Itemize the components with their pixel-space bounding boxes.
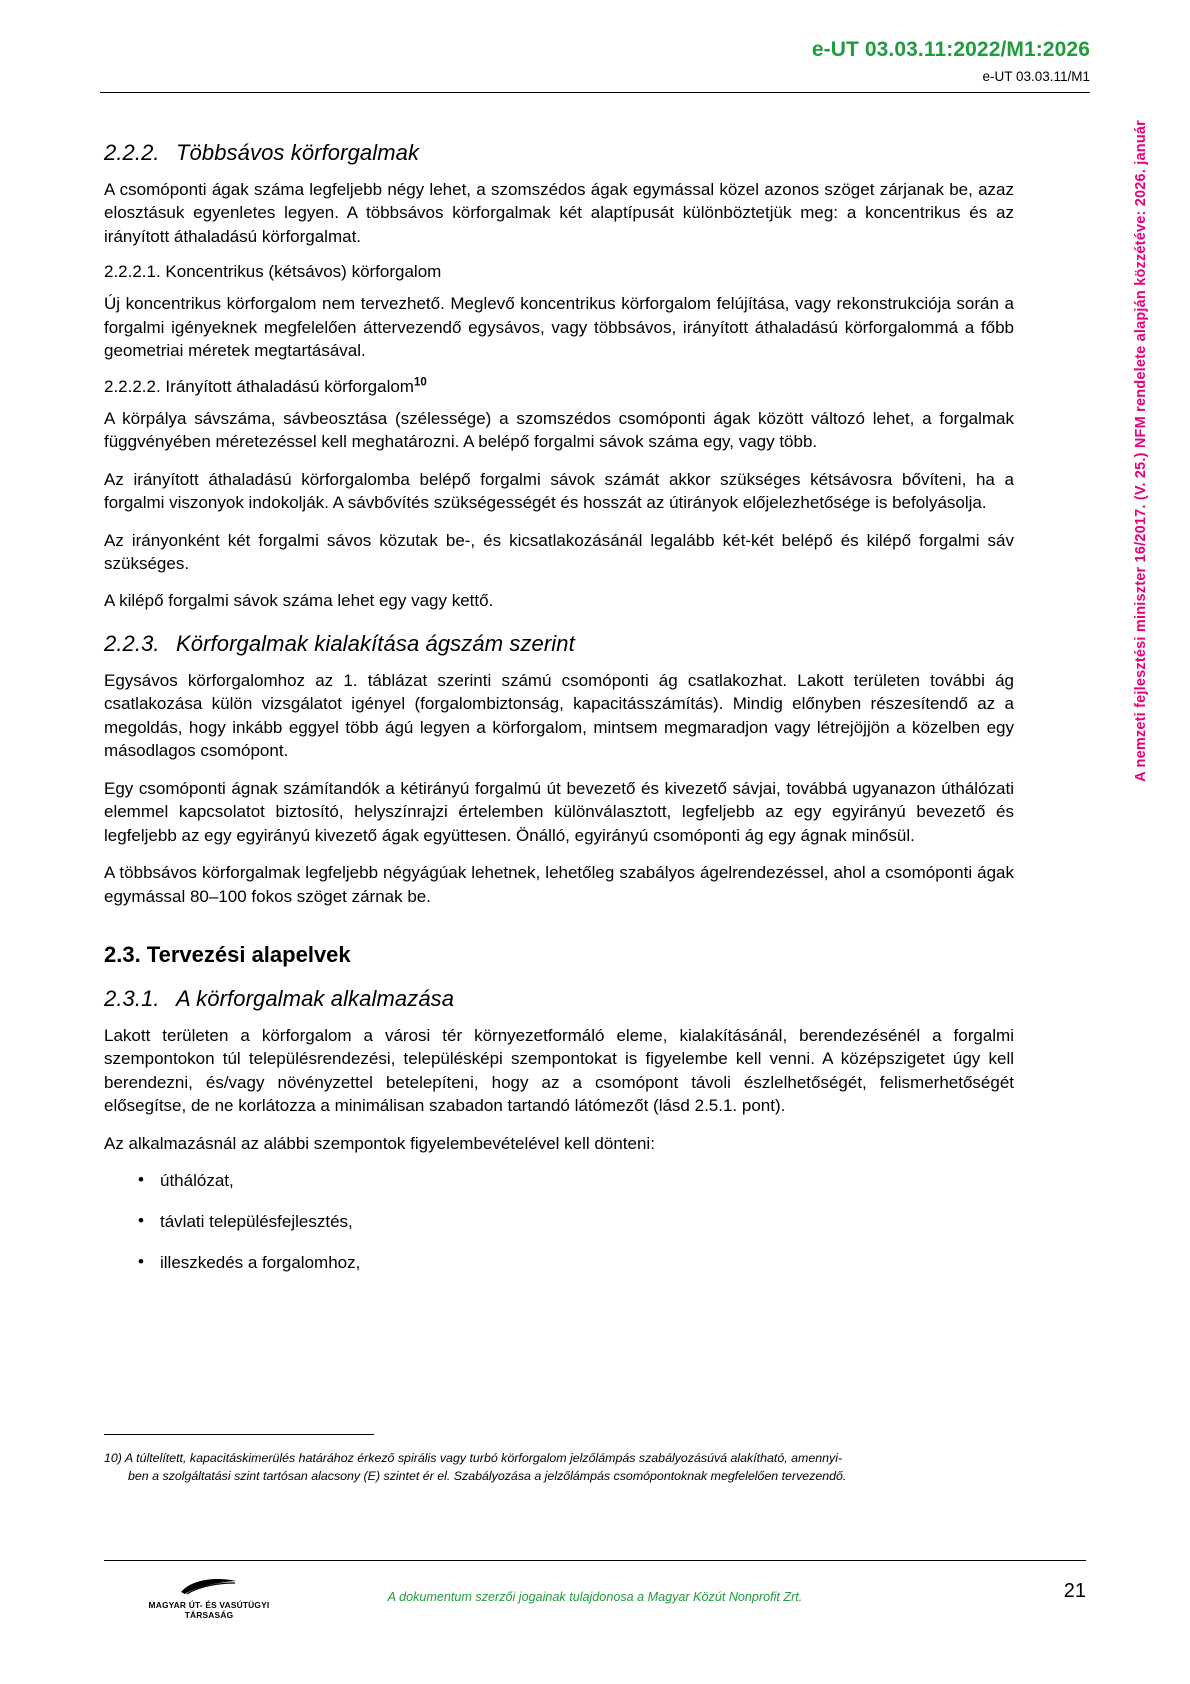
heading-2-2-3-title: Körforgalmak kialakítása ágszám szerint [176, 630, 575, 656]
heading-2-2-2 [104, 140, 1014, 166]
footnote-divider [104, 1434, 374, 1435]
footer-divider [104, 1560, 1086, 1561]
page-number: 21 [1063, 1580, 1086, 1602]
footnote-line-2: ben a szolgáltatási szint tartósan alacsony (E) szintet ér el. Szabályozása a jelzőlámpás csomópontoknak megfelelően tervezendő. [128, 1468, 847, 1483]
heading-2-3-1 [104, 986, 1014, 1012]
footnote [104, 1450, 1012, 1486]
heading-2-2-3-number: 2.2.3. [104, 630, 160, 656]
list-item: • távlati településfejlesztés, [138, 1210, 1014, 1234]
document-body [104, 122, 1014, 1292]
organization-name: MAGYAR ÚT- ÉS VASÚTÜGYI TÁRSASÁG [148, 1600, 270, 1620]
heading-2-3-1-number: 2.3.1. [104, 985, 160, 1011]
paragraph-2-2-2-2-b: Az irányított áthaladású körforgalomba belépő forgalmi sávok számát akkor szükséges kétsávosra bővíteni, ha a forgalmi viszonyok indokolják. A sávbővítés szükségességét és hosszát az útirányok előjelezhetősége is befolyásolja. [104, 469, 1014, 513]
heading-2-2-2-2 [104, 377, 1014, 397]
paragraph-2-3-1-b: Az alkalmazásnál az alábbi szempontok figyelembevételével kell dönteni: [104, 1133, 655, 1153]
paragraph-2-3-1-a: Lakott területen a körforgalom a városi tér környezetformáló eleme, kialakításánál, berendezésénél a forgalmi szempontokon túl településrendezési, településképi szempontokat is figyelembe kell venni. A középszigetet úgy kell berendezni, és/vagy növényzettel betelepíteni, hogy az a csomópont távoli észlelhetőségét, felismerhetőségét elősegítse, de ne korlátozza a minimálisan szabadon tartandó látómezőt (lásd 2.5.1. pont). [104, 1025, 1014, 1116]
heading-2-2-2-title: Többsávos körforgalmak [176, 140, 420, 165]
paragraph-2-2-3-c: A többsávos körforgalmak legfeljebb négyágúak lehetnek, lehetőleg szabályos ágelrendezéssel, ahol a csomóponti ágak egymással 80–100 fokos szöget zárnak be. [104, 863, 1014, 906]
side-note [1126, 120, 1156, 1060]
copyright-notice: A dokumentum szerzői jogainak tulajdonosa a Magyar Közút Nonprofit Zrt. [387, 1590, 803, 1604]
paragraph-2-2-2-2-d: A kilépő forgalmi sávok száma lehet egy vagy kettő. [104, 591, 494, 611]
heading-2-2-2-number: 2.2.2. [104, 140, 160, 165]
header-subtitle: e-UT 03.03.11/M1 [982, 69, 1090, 84]
heading-2-2-2-2-text: 2.2.2.2. Irányított áthaladású körforgalom [104, 376, 414, 396]
footnote-marker: 10 [413, 376, 427, 389]
paragraph-2-2-2-1: A csomóponti ágak száma legfeljebb négy lehet, a szomszédos ágak egymással közel azonos szöget zárjanak be, azaz elosztásuk egyenletes legyen. A többsávos körforgalmak két alaptípusát különböztetjük meg: a koncentrikus és az irányított áthaladású körforgalmat. [104, 180, 1014, 246]
paragraph-2-2-2-1-body: Új koncentrikus körforgalom nem tervezhető. Meglevő koncentrikus körforgalom felújítása, vagy rekonstrukciója során a forgalmi igényeknek megfelelően áttervezendő egysávos, vagy többsávos, irányított áthaladású körforgalommá a főbb geometriai méretek megtartásával. [104, 294, 1014, 361]
list-item: • úthálózat, [138, 1169, 1014, 1193]
heading-2-3-1-title: A körforgalmak alkalmazása [176, 985, 455, 1011]
paragraph-2-2-2-2-a: A körpálya sávszáma, sávbeosztása (szélessége) a szomszédos csomóponti ágak között változó lehet, a forgalmak függvényében méretezéssel kell meghatározni. A belépő forgalmi sávok száma egy, vagy több. [104, 408, 1014, 452]
paragraph-2-2-2-2-c: Az irányonként két forgalmi sávos közutak be-, és kicsatlakozásánál legalább két-két belépő és kilépő forgalmi sáv szükséges. [104, 530, 1014, 573]
heading-2-3: 2.3. Tervezési alapelvek [104, 941, 351, 967]
bullet-list [104, 1169, 1014, 1274]
paragraph-2-2-3-a: Egysávos körforgalomhoz az 1. táblázat szerinti számú csomóponti ág csatlakozhat. Lakott területen további ág csatlakozása külön vizsgálatot igényel (forgalombiztonság, kapacitásszámítás). Mindig előnyben részesítendő az a megoldás, hogy inkább eggyel több ágú legyen a körforgalom, mintsem megmaradjon vagy létrejöjjön a közelben egy másodlagos csomópont. [104, 670, 1014, 761]
heading-2-2-2-1: 2.2.2.1. Koncentrikus (kétsávos) körforgalom [104, 262, 442, 282]
paragraph-2-2-3-b: Egy csomóponti ágnak számítandók a kétirányú forgalmú út bevezető és kivezető sávjai, továbbá ugyanazon úthálózati elemmel kapcsolatot biztosító, helyszínrajzi értelemben különválasztott, legfeljebb az egy egyirányú bevezető és legfeljebb az egy egyirányú kivezető ágak együttesen. Önálló, egyirányú csomóponti ág egy ágnak minősül. [104, 778, 1014, 845]
header-divider [100, 92, 1090, 93]
footnote-number: 10) [104, 1451, 122, 1465]
footnote-line-1: A túltelített, kapacitáskimerülés határához érkező spirális vagy turbó körforgalom jelzőlámpás szabályozásúvá alakítható, amennyi- [124, 1451, 843, 1465]
heading-2-2-3 [104, 631, 1014, 657]
side-note-text: A nemzeti fejlesztési miniszter 16/2017. (V. 25.) NFM rendelete alapján közzétéve: 2026. január [1133, 120, 1149, 782]
list-item: • illeszkedés a forgalomhoz, [138, 1251, 1014, 1275]
header-title: e-UT 03.03.11:2022/M1:2026 [811, 38, 1090, 61]
page-header [100, 38, 1090, 84]
page-footer [104, 1572, 1086, 1632]
